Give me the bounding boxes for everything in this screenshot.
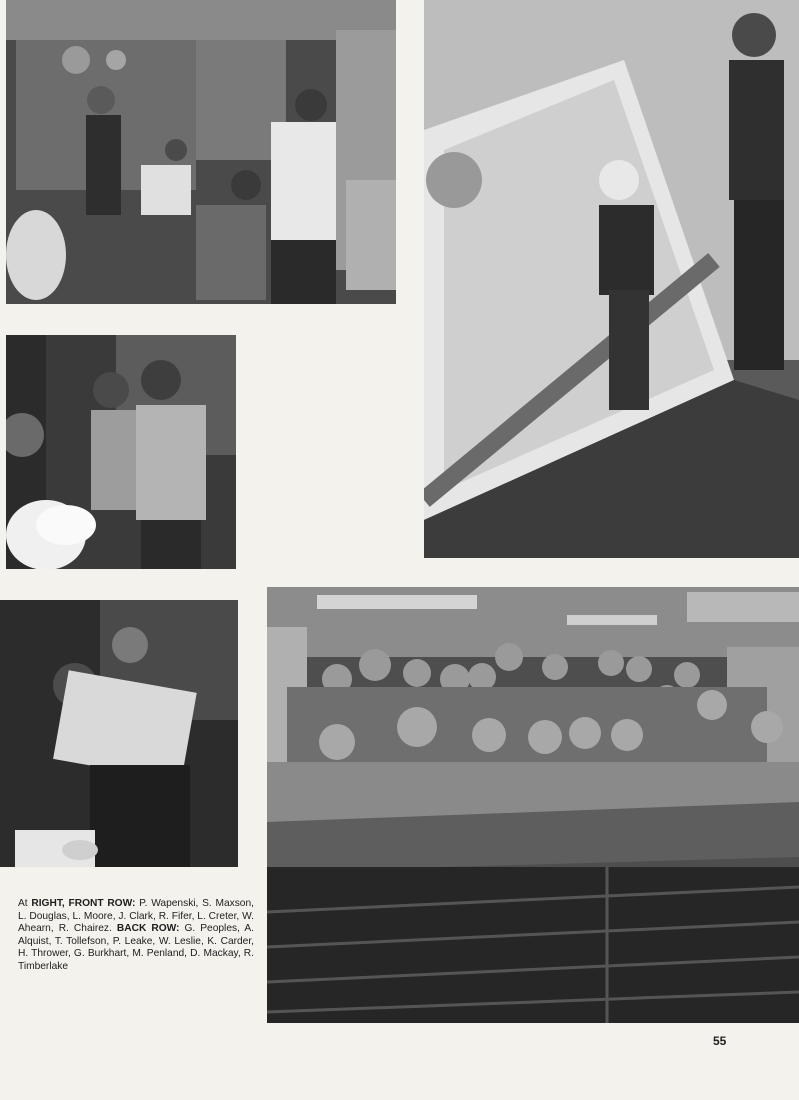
caption-front-row-label: FRONT ROW:	[64, 898, 136, 909]
caption-back-row-names: G. Peoples, A. Alquist, T. Tollefson, P. Leake, W. Leslie, K. Carder, H. Thrower, G. Burkhart, M. Penland, D. Mackay, R. Timberlake	[18, 923, 254, 972]
photo-caption	[18, 898, 254, 974]
photo-drafting-table	[0, 600, 238, 867]
photo-hatch-ladder	[424, 0, 799, 558]
photo-compartment-crew	[6, 0, 396, 304]
caption-direction: RIGHT,	[31, 898, 65, 909]
caption-back-row-label: BACK ROW:	[116, 923, 180, 935]
page-number: 55	[713, 1034, 727, 1048]
photo-group-crew	[267, 587, 799, 1023]
caption-front-row-names: P. Wapenski, S. Maxson, L. Douglas, L. Moore, J. Clark, R. Fifer, L. Creter, W. Ahearn, R. Chairez.	[18, 898, 254, 935]
caption-prefix: At	[18, 898, 32, 909]
photo-extinguisher-drill	[6, 335, 236, 569]
